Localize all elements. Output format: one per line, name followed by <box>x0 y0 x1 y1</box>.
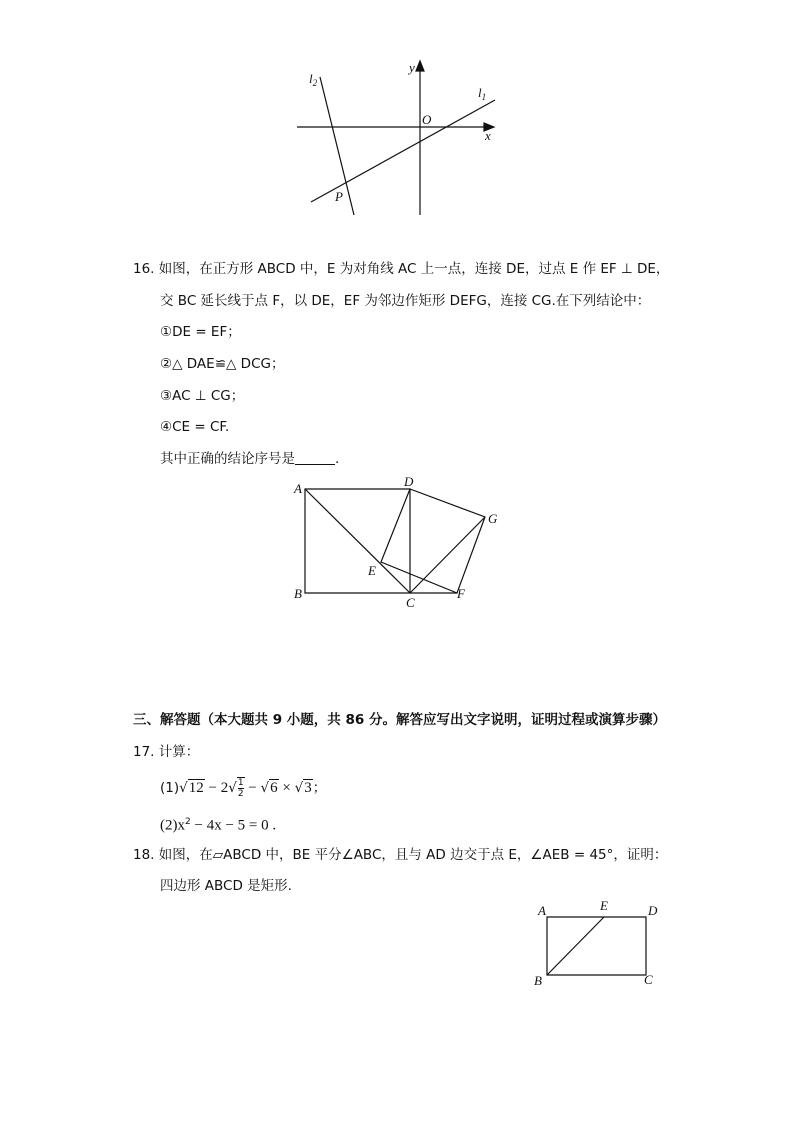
fig16-label-D: D <box>404 474 414 489</box>
q16-question-suffix: . <box>335 451 340 467</box>
fig16-label-E: E <box>368 563 376 578</box>
figure-coordinate-lines <box>285 55 510 225</box>
fig16-label-B: B <box>294 586 302 601</box>
label-l2: $l_2$ <box>309 71 318 88</box>
rectangle-DEFG <box>381 489 485 593</box>
q16-conclusion-2: ②△ DAE≌△ DCG； <box>160 356 285 372</box>
q16-conclusion-1: ①DE = EF； <box>160 324 241 340</box>
fig18-label-A: A <box>538 903 546 918</box>
rectangle-ABCD <box>547 917 646 975</box>
figure-parallelogram-ABCD <box>530 895 665 990</box>
fig16-label-C: C <box>406 595 415 610</box>
q16-conclusion-4: ④CE = CF. <box>160 419 230 435</box>
section3-title: 三、解答题（本大题共 9 小题，共 86 分。解答应写出文字说明，证明过程或演算步骤） <box>133 712 666 728</box>
figure-square-rectangle <box>285 472 510 612</box>
fig18-label-B: B <box>534 973 542 988</box>
fig18-label-C: C <box>644 972 653 987</box>
segment-CG <box>410 517 485 593</box>
label-l1: $l_1$ <box>478 85 487 102</box>
label-x: x <box>485 128 491 143</box>
q16-line1: 16. 如图，在正方形 ABCD 中，E 为对角线 AC 上一点，连接 DE，过点 E 作 EF ⊥ DE， <box>133 261 670 277</box>
answer-blank <box>295 450 335 465</box>
fig16-label-A: A <box>294 481 302 496</box>
fig18-label-E: E <box>600 898 608 913</box>
q18-line1: 18. 如图，在▱ABCD 中，BE 平分∠ABC，且与 AD 边交于点 E，∠AEB = 45°，证明： <box>133 847 668 863</box>
fraction-one-half: $\frac{1}{2}$ <box>237 778 244 799</box>
y-axis-arrow <box>416 61 424 71</box>
label-O: O <box>422 112 432 127</box>
q16-conclusion-3: ③AC ⊥ CG； <box>160 388 245 404</box>
fig18-label-D: D <box>648 903 658 918</box>
q16-question-prefix: 其中正确的结论序号是 <box>160 451 295 467</box>
label-P: P <box>335 189 343 204</box>
fig16-label-G: G <box>488 511 498 526</box>
q18-line2: 四边形 ABCD 是矩形. <box>160 878 292 894</box>
fig16-label-F: F <box>457 586 465 601</box>
label-y: y <box>409 60 415 75</box>
q17-part2: $(2)x^2 - 4x - 5 = 0$ . <box>160 817 277 834</box>
diagonal-AC <box>305 489 410 593</box>
q16-question <box>160 449 339 469</box>
q17-line1: 17. 计算： <box>133 744 200 760</box>
q17-part1: (1)√12 − 2√ $\frac{1}{2}$ − √6 × √3； <box>160 778 327 799</box>
segment-BE <box>547 917 604 975</box>
q16-line2: 交 BC 延长线于点 F，以 DE，EF 为邻边作矩形 DEFG，连接 CG.在下列结论中： <box>160 293 651 309</box>
